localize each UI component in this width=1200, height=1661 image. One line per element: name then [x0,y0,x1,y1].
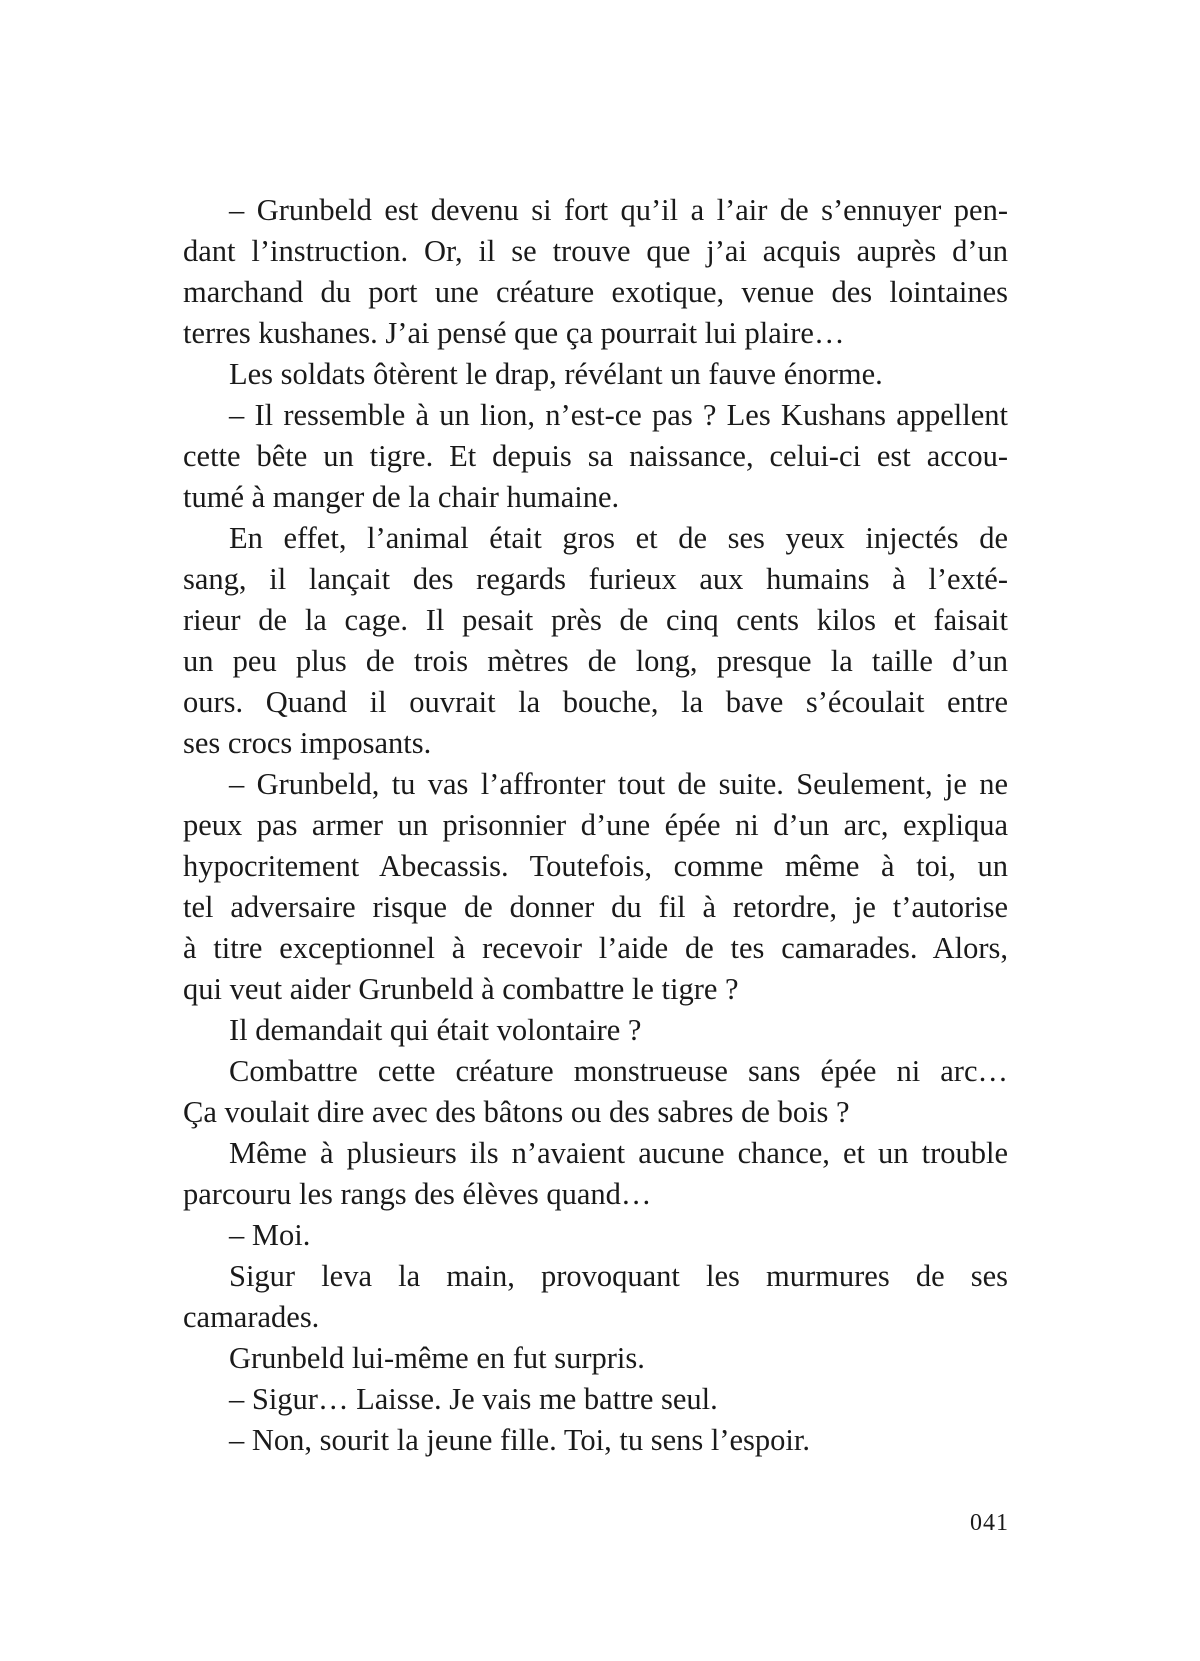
text-line: à titre exceptionnel à recevoir l’aide de tes camarades. Alors, [183,931,1008,965]
text-line: – Il ressemble à un lion, n’est-ce pas ? Les Kushans appellent [229,398,1008,432]
text-line: hypocritement Abecassis. Toutefois, comme même à toi, un [183,849,1008,883]
text-line: cette bête un tigre. Et depuis sa naissance, celui-ci est accou- [183,439,1008,473]
text-line: un peu plus de trois mètres de long, presque la taille d’un [183,644,1008,678]
text-line: terres kushanes. J’ai pensé que ça pourrait lui plaire… [183,316,845,350]
text-line: Combattre cette créature monstrueuse sans épée ni arc… [229,1054,1008,1088]
text-line: dant l’instruction. Or, il se trouve que j’ai acquis auprès d’un [183,234,1008,268]
text-line: sang, il lançait des regards furieux aux humains à l’exté- [183,562,1008,596]
text-line: Sigur leva la main, provoquant les murmures de ses [229,1259,1008,1293]
text-line: ses crocs imposants. [183,726,432,760]
text-line: – Sigur… Laisse. Je vais me battre seul. [229,1382,718,1416]
text-line: – Grunbeld, tu vas l’affronter tout de suite. Seulement, je ne [229,767,1008,801]
text-line: – Non, sourit la jeune fille. Toi, tu sens l’espoir. [229,1423,810,1457]
text-line: Les soldats ôtèrent le drap, révélant un fauve énorme. [229,357,883,391]
text-line: Ça voulait dire avec des bâtons ou des sabres de bois ? [183,1095,850,1129]
text-line: tumé à manger de la chair humaine. [183,480,620,514]
text-line: En effet, l’animal était gros et de ses yeux injectés de [229,521,1008,555]
text-line: ours. Quand il ouvrait la bouche, la bave s’écoulait entre [183,685,1008,719]
text-line: – Grunbeld est devenu si fort qu’il a l’air de s’ennuyer pen- [229,193,1008,227]
text-line: camarades. [183,1300,320,1334]
text-line: Même à plusieurs ils n’avaient aucune chance, et un trouble [229,1136,1008,1170]
text-line: qui veut aider Grunbeld à combattre le tigre ? [183,972,739,1006]
text-line: peux pas armer un prisonnier d’une épée ni d’un arc, expliqua [183,808,1008,842]
body-text [183,190,1008,1461]
text-line: Il demandait qui était volontaire ? [229,1013,642,1047]
text-line: marchand du port une créature exotique, venue des lointaines [183,275,1008,309]
text-line: rieur de la cage. Il pesait près de cinq cents kilos et faisait [183,603,1008,637]
text-line: – Moi. [229,1218,311,1252]
page-number: 041 [970,1510,1009,1536]
text-line: tel adversaire risque de donner du fil à retordre, je t’autorise [183,890,1008,924]
text-line: parcouru les rangs des élèves quand… [183,1177,652,1211]
text-line: Grunbeld lui-même en fut surpris. [229,1341,645,1375]
